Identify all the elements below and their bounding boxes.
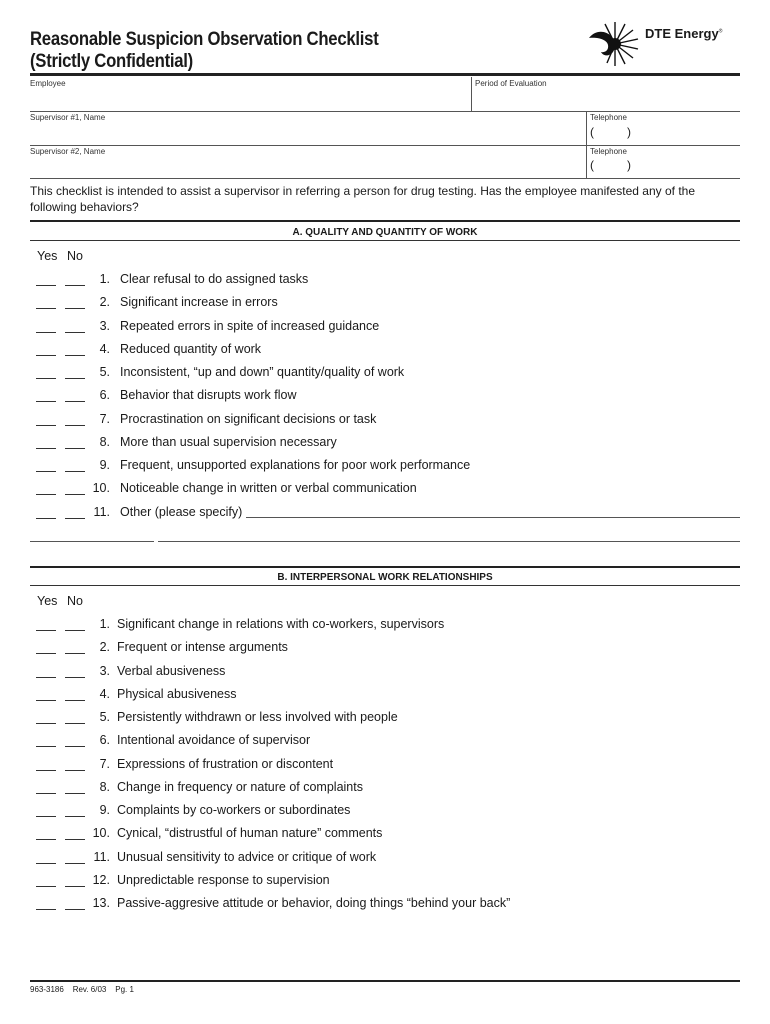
yes-blank[interactable] bbox=[36, 770, 56, 771]
item-number: 11. bbox=[93, 504, 110, 519]
item-text: Clear refusal to do assigned tasks bbox=[120, 272, 309, 286]
yes-blank[interactable] bbox=[36, 723, 56, 724]
yes-blank[interactable] bbox=[36, 653, 56, 654]
yes-blank[interactable] bbox=[36, 839, 56, 840]
checklist-item bbox=[30, 481, 740, 501]
footer-rule bbox=[30, 980, 740, 982]
item-text: Cynical, “distrustful of human nature” comments bbox=[117, 826, 383, 841]
item-text: Repeated errors in spite of increased guidance bbox=[120, 318, 380, 333]
no-blank[interactable] bbox=[65, 494, 85, 495]
item-number: 8. bbox=[99, 779, 110, 794]
checklist-item bbox=[30, 850, 740, 870]
checklist-item bbox=[30, 617, 740, 637]
yes-blank[interactable] bbox=[36, 378, 56, 379]
no-blank[interactable] bbox=[65, 308, 85, 309]
yes-blank[interactable] bbox=[36, 700, 56, 701]
no-blank[interactable] bbox=[65, 630, 85, 631]
other-specify-line-2a[interactable] bbox=[30, 541, 154, 542]
checklist-item bbox=[30, 873, 740, 893]
item-text: Frequent, unsupported explanations for poor work performance bbox=[120, 458, 471, 472]
item-number: 7. bbox=[99, 756, 110, 771]
item-number: 1. bbox=[99, 617, 110, 631]
yes-blank[interactable] bbox=[36, 355, 56, 356]
item-number: 9. bbox=[99, 803, 110, 817]
section-a-title: A. QUALITY AND QUANTITY OF WORK bbox=[292, 226, 478, 238]
no-blank[interactable] bbox=[65, 677, 85, 678]
checklist-item bbox=[30, 319, 740, 339]
item-text: Intentional avoidance of supervisor bbox=[117, 733, 311, 748]
item-text: Persistently withdrawn or less involved with people bbox=[117, 710, 398, 724]
item-text: Change in frequency or nature of complaints bbox=[117, 779, 363, 794]
employee-label: Employee bbox=[30, 79, 66, 88]
item-text: Other (please specify) bbox=[120, 504, 243, 519]
no-blank[interactable] bbox=[65, 723, 85, 724]
telephone-1-label: Telephone bbox=[590, 113, 627, 122]
item-number: 5. bbox=[99, 710, 110, 724]
divider bbox=[471, 77, 472, 111]
item-number: 13. bbox=[92, 896, 110, 910]
item-text: Noticeable change in written or verbal communication bbox=[120, 481, 417, 496]
yes-blank[interactable] bbox=[36, 677, 56, 678]
supervisor-2-field-line[interactable] bbox=[30, 178, 740, 179]
item-number: 1. bbox=[99, 272, 110, 286]
item-number: 9. bbox=[99, 458, 110, 472]
no-label: No bbox=[67, 249, 83, 263]
employee-field-line[interactable] bbox=[30, 111, 740, 112]
yes-blank[interactable] bbox=[36, 816, 56, 817]
item-number: 10. bbox=[92, 481, 110, 496]
item-number: 10. bbox=[92, 826, 110, 841]
item-number: 8. bbox=[99, 434, 110, 449]
item-number: 4. bbox=[99, 341, 110, 356]
yes-blank[interactable] bbox=[36, 308, 56, 309]
section-a-rule bbox=[30, 220, 740, 222]
item-number: 3. bbox=[99, 663, 110, 678]
no-blank[interactable] bbox=[65, 746, 85, 747]
item-text: Complaints by co-workers or subordinates bbox=[117, 803, 351, 817]
item-text: Verbal abusiveness bbox=[117, 663, 226, 678]
checklist-item bbox=[30, 826, 740, 846]
yes-blank[interactable] bbox=[36, 518, 56, 519]
item-text: Frequent or intense arguments bbox=[117, 640, 288, 655]
no-blank[interactable] bbox=[65, 839, 85, 840]
yes-blank[interactable] bbox=[36, 793, 56, 794]
checklist-item bbox=[30, 757, 740, 777]
checklist-item bbox=[30, 505, 740, 525]
yes-blank[interactable] bbox=[36, 886, 56, 887]
no-blank[interactable] bbox=[65, 471, 85, 472]
yes-blank[interactable] bbox=[36, 494, 56, 495]
item-text: Expressions of frustration or discontent bbox=[117, 756, 334, 771]
no-blank[interactable] bbox=[65, 770, 85, 771]
supervisor-1-field-line[interactable] bbox=[30, 145, 740, 146]
yes-blank[interactable] bbox=[36, 332, 56, 333]
other-specify-line-2b[interactable] bbox=[158, 541, 740, 542]
checklist-item bbox=[30, 342, 740, 362]
checklist-item bbox=[30, 733, 740, 753]
item-number: 12. bbox=[92, 872, 110, 887]
item-number: 2. bbox=[99, 640, 110, 655]
yes-blank[interactable] bbox=[36, 471, 56, 472]
supervisor-1-label: Supervisor #1, Name bbox=[30, 113, 106, 122]
yes-label: Yes bbox=[37, 249, 58, 263]
section-b-rule bbox=[30, 566, 740, 568]
checklist-item bbox=[30, 458, 740, 478]
intro-text: This checklist is intended to assist a supervisor in referring a person for drug testing. Has the employee manifested any of the following behaviors? bbox=[30, 184, 696, 214]
section-a-yes-no-header bbox=[37, 249, 97, 263]
no-blank[interactable] bbox=[65, 700, 85, 701]
item-text: Passive-aggresive attitude or behavior, doing things “behind your back” bbox=[117, 896, 511, 910]
other-specify-line[interactable] bbox=[246, 517, 740, 518]
item-text: Behavior that disrupts work flow bbox=[120, 388, 297, 403]
item-number: 7. bbox=[99, 411, 110, 426]
checklist-item bbox=[30, 896, 740, 916]
section-b-yes-no-header bbox=[37, 594, 97, 608]
section-a-title-underline bbox=[30, 240, 740, 241]
no-label: No bbox=[67, 594, 83, 608]
checklist-item bbox=[30, 435, 740, 455]
no-blank[interactable] bbox=[65, 793, 85, 794]
no-blank[interactable] bbox=[65, 886, 85, 887]
title-line-2: (Strictly Confidential) bbox=[30, 51, 193, 72]
telephone-1-paren-open: ( bbox=[590, 125, 594, 139]
telephone-1-paren-close: ) bbox=[627, 125, 631, 139]
yes-blank[interactable] bbox=[36, 401, 56, 402]
item-text: Inconsistent, “up and down” quantity/quality of work bbox=[120, 365, 405, 379]
no-blank[interactable] bbox=[65, 378, 85, 379]
divider bbox=[586, 145, 587, 178]
section-b-title-underline bbox=[30, 585, 740, 586]
checklist-item bbox=[30, 664, 740, 684]
dte-logo-icon bbox=[585, 20, 641, 68]
yes-blank[interactable] bbox=[36, 285, 56, 286]
yes-blank[interactable] bbox=[36, 863, 56, 864]
title-line-1: Reasonable Suspicion Observation Checklist bbox=[30, 29, 379, 50]
item-number: 5. bbox=[99, 365, 110, 379]
yes-blank[interactable] bbox=[36, 630, 56, 631]
item-text: Unusual sensitivity to advice or critique of work bbox=[117, 849, 377, 864]
checklist-item bbox=[30, 412, 740, 432]
no-blank[interactable] bbox=[65, 355, 85, 356]
item-number: 2. bbox=[99, 295, 110, 310]
yes-blank[interactable] bbox=[36, 746, 56, 747]
checklist-item bbox=[30, 365, 740, 385]
no-blank[interactable] bbox=[65, 401, 85, 402]
item-text: Significant increase in errors bbox=[120, 295, 278, 310]
no-blank[interactable] bbox=[65, 448, 85, 449]
checklist-item bbox=[30, 295, 740, 315]
no-blank[interactable] bbox=[65, 653, 85, 654]
telephone-2-paren-open: ( bbox=[590, 158, 594, 172]
item-number: 11. bbox=[93, 849, 110, 864]
yes-blank[interactable] bbox=[36, 448, 56, 449]
no-blank[interactable] bbox=[65, 332, 85, 333]
yes-blank[interactable] bbox=[36, 425, 56, 426]
checklist-item bbox=[30, 388, 740, 408]
brand-name: DTE Energy® bbox=[645, 26, 723, 41]
checklist-item bbox=[30, 640, 740, 660]
item-number: 6. bbox=[99, 733, 110, 748]
checklist-item bbox=[30, 803, 740, 823]
yes-blank[interactable] bbox=[36, 909, 56, 910]
no-blank[interactable] bbox=[65, 285, 85, 286]
item-text: Significant change in relations with co-workers, supervisors bbox=[117, 617, 445, 631]
item-number: 6. bbox=[99, 388, 110, 403]
header-rule bbox=[30, 73, 740, 76]
supervisor-2-label: Supervisor #2, Name bbox=[30, 147, 106, 156]
checklist-item bbox=[30, 710, 740, 730]
item-number: 4. bbox=[99, 686, 110, 701]
telephone-2-label: Telephone bbox=[590, 147, 627, 156]
form-footer: 963-3186 Rev. 6/03 Pg. 1 bbox=[30, 985, 134, 994]
period-label: Period of Evaluation bbox=[475, 79, 547, 88]
no-blank[interactable] bbox=[65, 909, 85, 910]
checklist-item bbox=[30, 272, 740, 292]
item-text: Reduced quantity of work bbox=[120, 341, 262, 356]
item-number: 3. bbox=[99, 318, 110, 333]
no-blank[interactable] bbox=[65, 816, 85, 817]
telephone-2-paren-close: ) bbox=[627, 158, 631, 172]
no-blank[interactable] bbox=[65, 863, 85, 864]
checklist-item bbox=[30, 780, 740, 800]
item-text: More than usual supervision necessary bbox=[120, 434, 337, 449]
item-text: Unpredictable response to supervision bbox=[117, 872, 330, 887]
item-text: Procrastination on significant decisions or task bbox=[120, 411, 377, 426]
no-blank[interactable] bbox=[65, 518, 85, 519]
section-b-title: B. INTERPERSONAL WORK RELATIONSHIPS bbox=[277, 571, 493, 583]
divider bbox=[586, 111, 587, 145]
no-blank[interactable] bbox=[65, 425, 85, 426]
yes-label: Yes bbox=[37, 594, 58, 608]
item-text: Physical abusiveness bbox=[117, 686, 237, 701]
checklist-item bbox=[30, 687, 740, 707]
